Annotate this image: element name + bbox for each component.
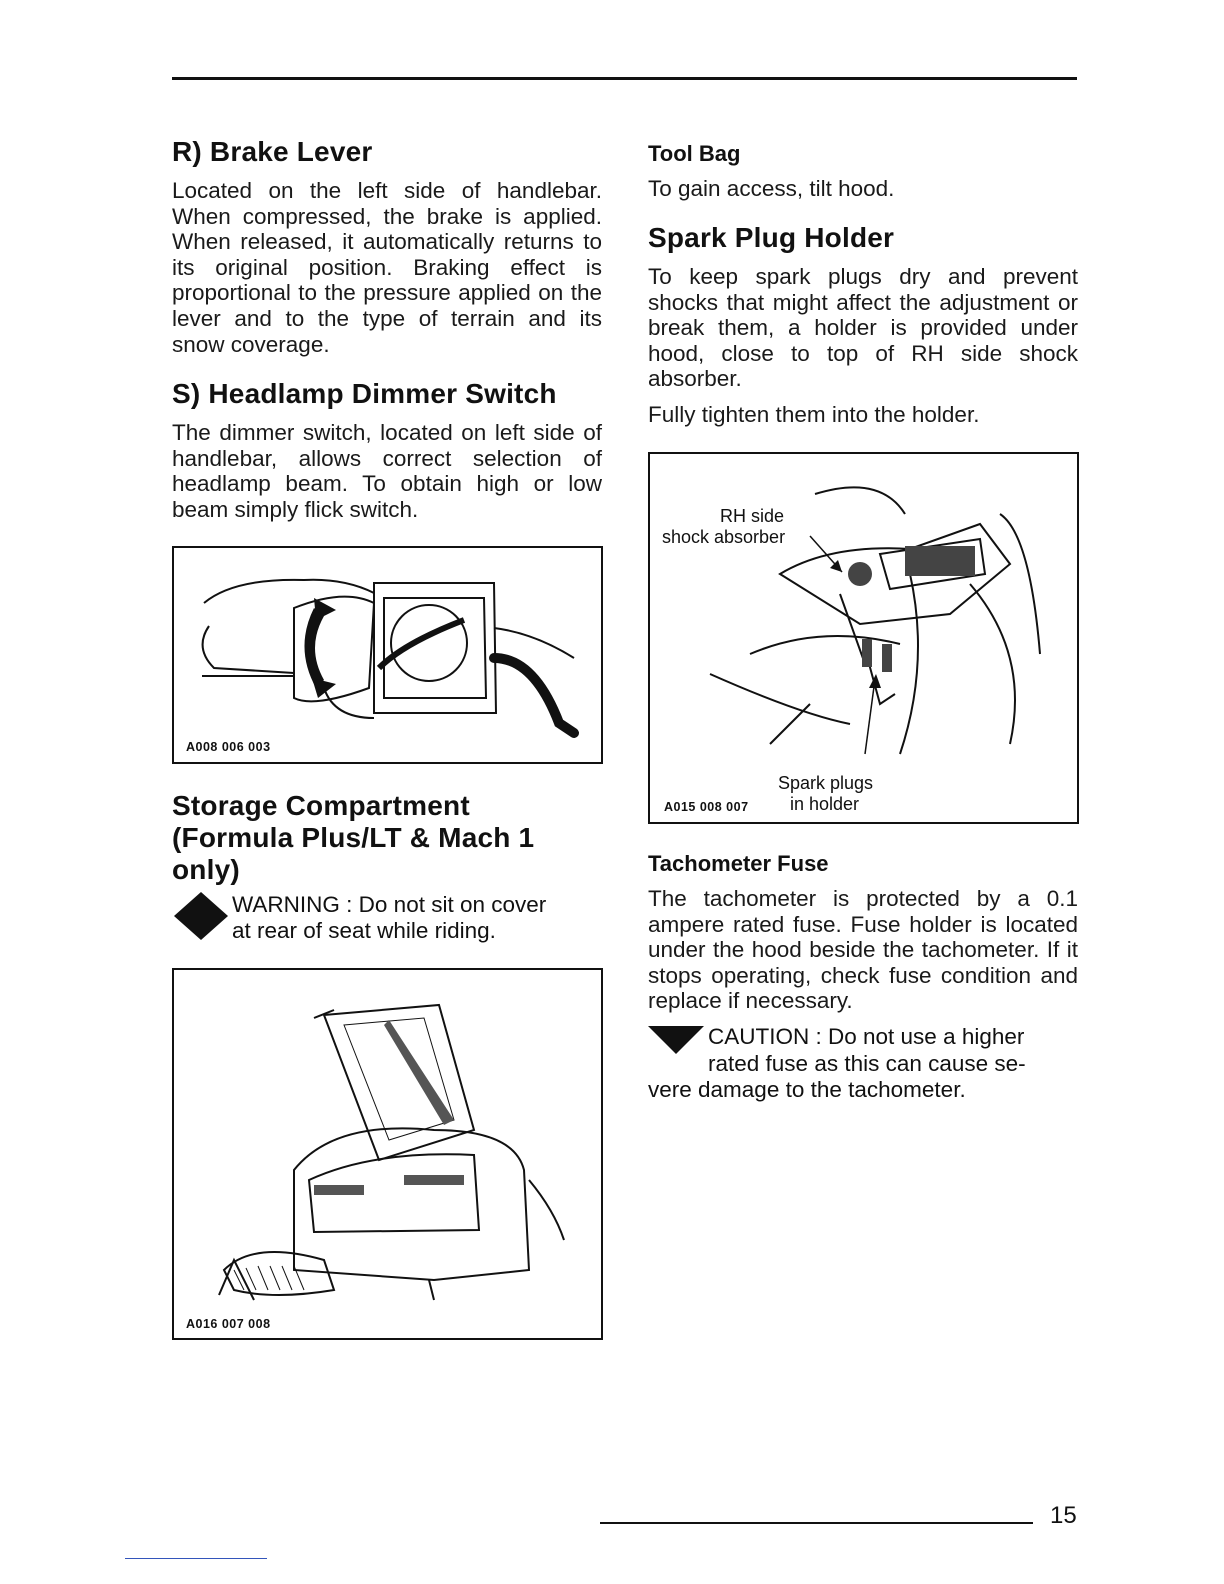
tachometer-fuse-text: The tachometer is protected by a 0.1 ampere rated fuse. Fuse holder is located under the hood beside the tachometer. If it stops operating, check fuse condition and replace if necessary. bbox=[648, 886, 1078, 1014]
spark-plug-holder-title: Spark Plug Holder bbox=[648, 222, 895, 253]
storage-title-line3: only) bbox=[172, 854, 240, 885]
figure-code: A015 008 007 bbox=[664, 800, 749, 814]
spark-plug-holder-text: To keep spark plugs dry and prevent shocks that might affect the adjustment or break them, a holder is provided under hood, close to top of RH side shock absorber. bbox=[648, 264, 1078, 392]
caution-line3: vere damage to the tachometer. bbox=[648, 1077, 966, 1102]
figure-code: A008 006 003 bbox=[186, 740, 271, 754]
brake-lever-title: R) Brake Lever bbox=[172, 136, 373, 167]
dimmer-switch-figure bbox=[172, 546, 603, 764]
spark-plug-holder-text2: Fully tighten them into the holder. bbox=[648, 402, 980, 427]
bottom-rule bbox=[600, 1522, 1033, 1524]
spark-plug-figure bbox=[648, 452, 1079, 824]
storage-figure bbox=[172, 968, 603, 1340]
storage-title-line2: (Formula Plus/LT & Mach 1 bbox=[172, 822, 535, 853]
caution-line1 bbox=[708, 1024, 1078, 1050]
label-shock-1: RH side bbox=[720, 506, 785, 526]
caution-line1-text: CAUTION : Do not use a higher bbox=[708, 1024, 1025, 1049]
label-shock-2: shock absorber bbox=[662, 527, 786, 547]
label-plugs-2: in holder bbox=[790, 794, 860, 814]
warning-diamond-icon bbox=[172, 888, 232, 944]
caution-triangle-icon bbox=[646, 1022, 706, 1056]
storage-illustration bbox=[174, 970, 601, 1338]
spark-plug-illustration bbox=[650, 454, 1077, 822]
page-number: 15 bbox=[1050, 1502, 1077, 1529]
storage-title-line1: Storage Compartment bbox=[172, 790, 470, 821]
tool-bag-text: To gain access, tilt hood. bbox=[648, 176, 895, 201]
storage-warning-line2: at rear of seat while riding. bbox=[232, 918, 496, 943]
storage-warning-line1: WARNING : Do not sit on cover bbox=[232, 892, 547, 917]
dimmer-switch-title: S) Headlamp Dimmer Switch bbox=[172, 378, 557, 409]
figure-code: A016 007 008 bbox=[186, 1317, 271, 1331]
dimmer-switch-text: The dimmer switch, located on left side of handlebar, allows correct selection of headlamp beam. To obtain high or low beam simply flick switch. bbox=[172, 420, 602, 522]
caution-line2: rated fuse as this can cause se- bbox=[708, 1051, 1026, 1076]
brake-lever-text: Located on the left side of handlebar. When compressed, the brake is applied. When released, it automatically returns to its original position. Braking effect is proportional to the pressure applied on the lever and to the type of terrain and its snow coverage. bbox=[172, 178, 602, 357]
tool-bag-title: Tool Bag bbox=[648, 141, 741, 166]
top-rule bbox=[172, 77, 1077, 80]
link-rule bbox=[125, 1558, 267, 1559]
tachometer-fuse-title: Tachometer Fuse bbox=[648, 851, 829, 876]
dimmer-switch-illustration bbox=[174, 548, 601, 762]
label-plugs-1: Spark plugs bbox=[778, 773, 874, 793]
